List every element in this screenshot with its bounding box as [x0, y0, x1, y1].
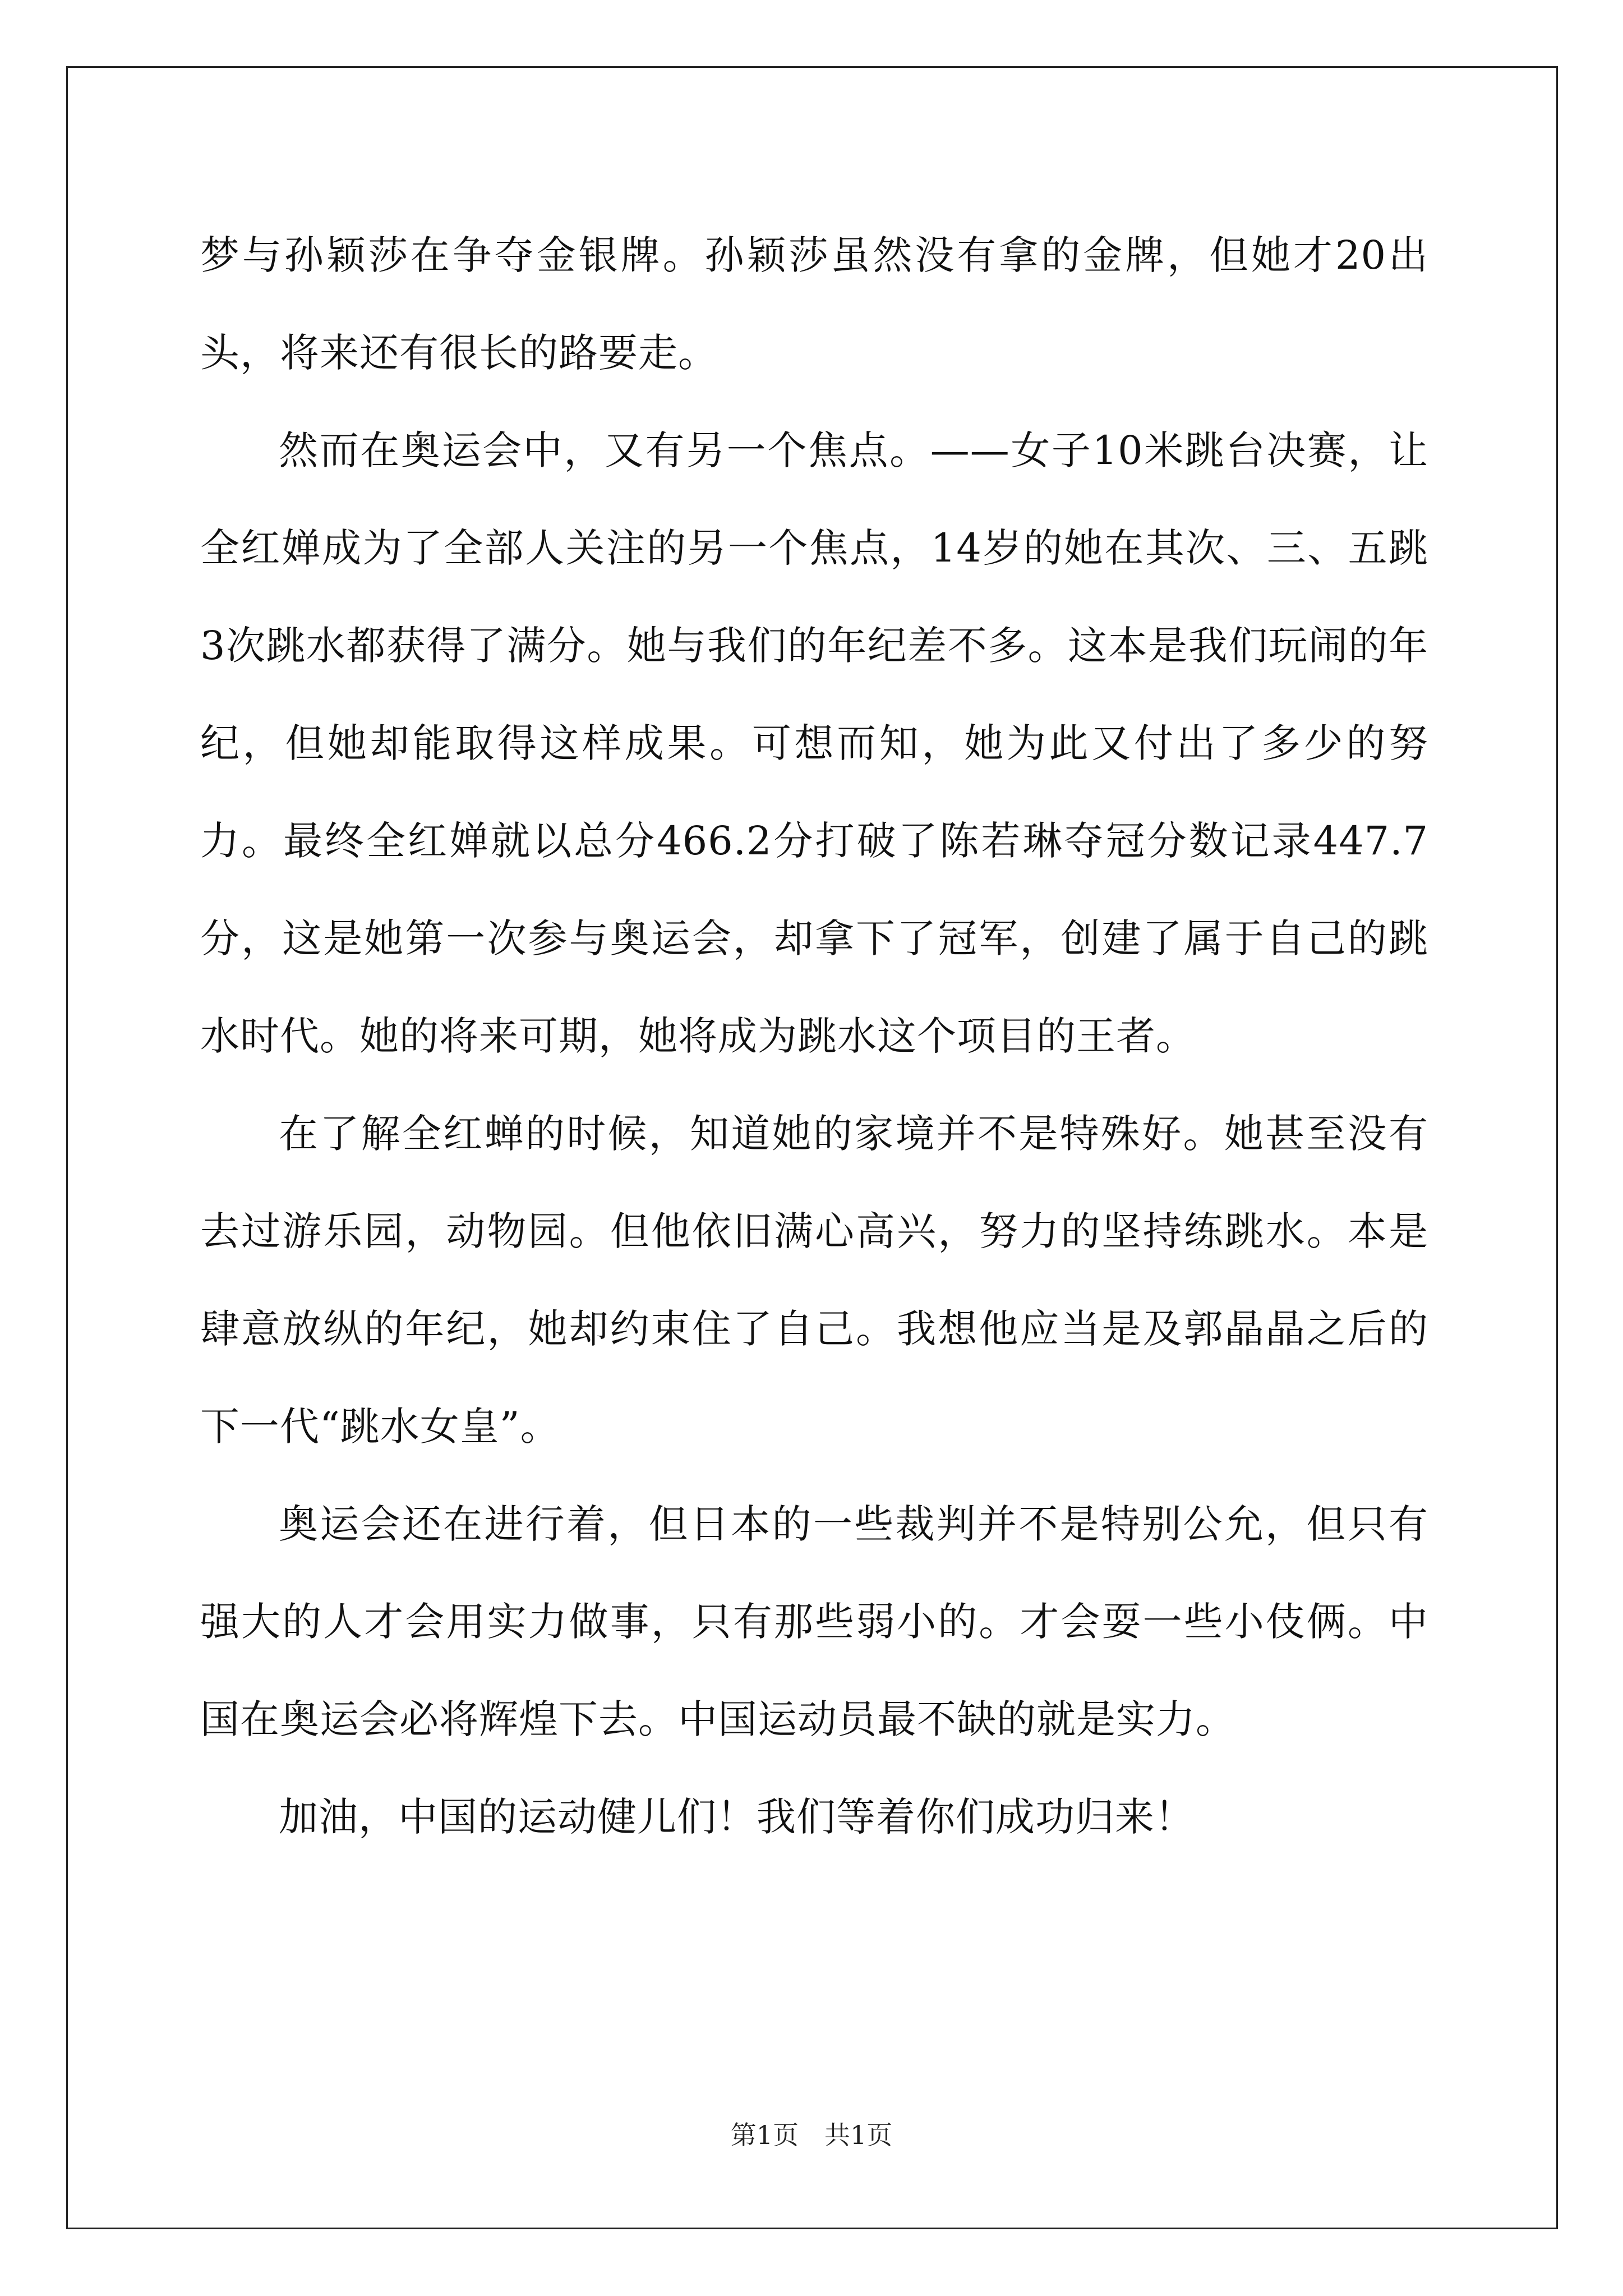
page-footer	[0, 2118, 1623, 2152]
document-body	[200, 206, 1428, 1866]
page-number-label: 第1页	[730, 2120, 799, 2150]
paragraph-3: 在了解全红蝉的时候，知道她的家境并不是特殊好。她甚至没有去过游乐园，动物园。但他依旧满心高兴，努力的坚持练跳水。本是肆意放纵的年纪，她却约束住了自己。我想他应当是及郭晶晶之后的下一代“跳水女皇”。	[200, 1111, 1428, 1450]
page-total-label: 共1页	[824, 2120, 893, 2150]
paragraph-4: 奥运会还在进行着，但日本的一些裁判并不是特别公允，但只有强大的人才会用实力做事，只有那些弱小的。才会耍一些小伎俩。中国在奥运会必将辉煌下去。中国运动员最不缺的就是实力。	[200, 1501, 1428, 1742]
paragraph-5: 加油，中国的运动健儿们！我们等着你们成功归来！	[279, 1794, 1195, 1840]
paragraph-1: 梦与孙颖莎在争夺金银牌。孙颖莎虽然没有拿的金牌，但她才20出头，将来还有很长的路要走。	[200, 232, 1428, 376]
paragraph-2: 然而在奥运会中，又有另一个焦点。——女子10米跳台决赛，让全红婵成为了全部人关注的另一个焦点，14岁的她在其次、三、五跳3次跳水都获得了满分。她与我们的年纪差不多。这本是我们玩闹的年纪，但她却能取得这样成果。可想而知，她为此又付出了多少的努力。最终全红婵就以总分466.2分打破了陈若琳夺冠分数记录447.7分，这是她第一次参与奥运会，却拿下了冠军，创建了属于自己的跳水时代。她的将来可期，她将成为跳水这个项目的王者。	[200, 427, 1428, 1059]
